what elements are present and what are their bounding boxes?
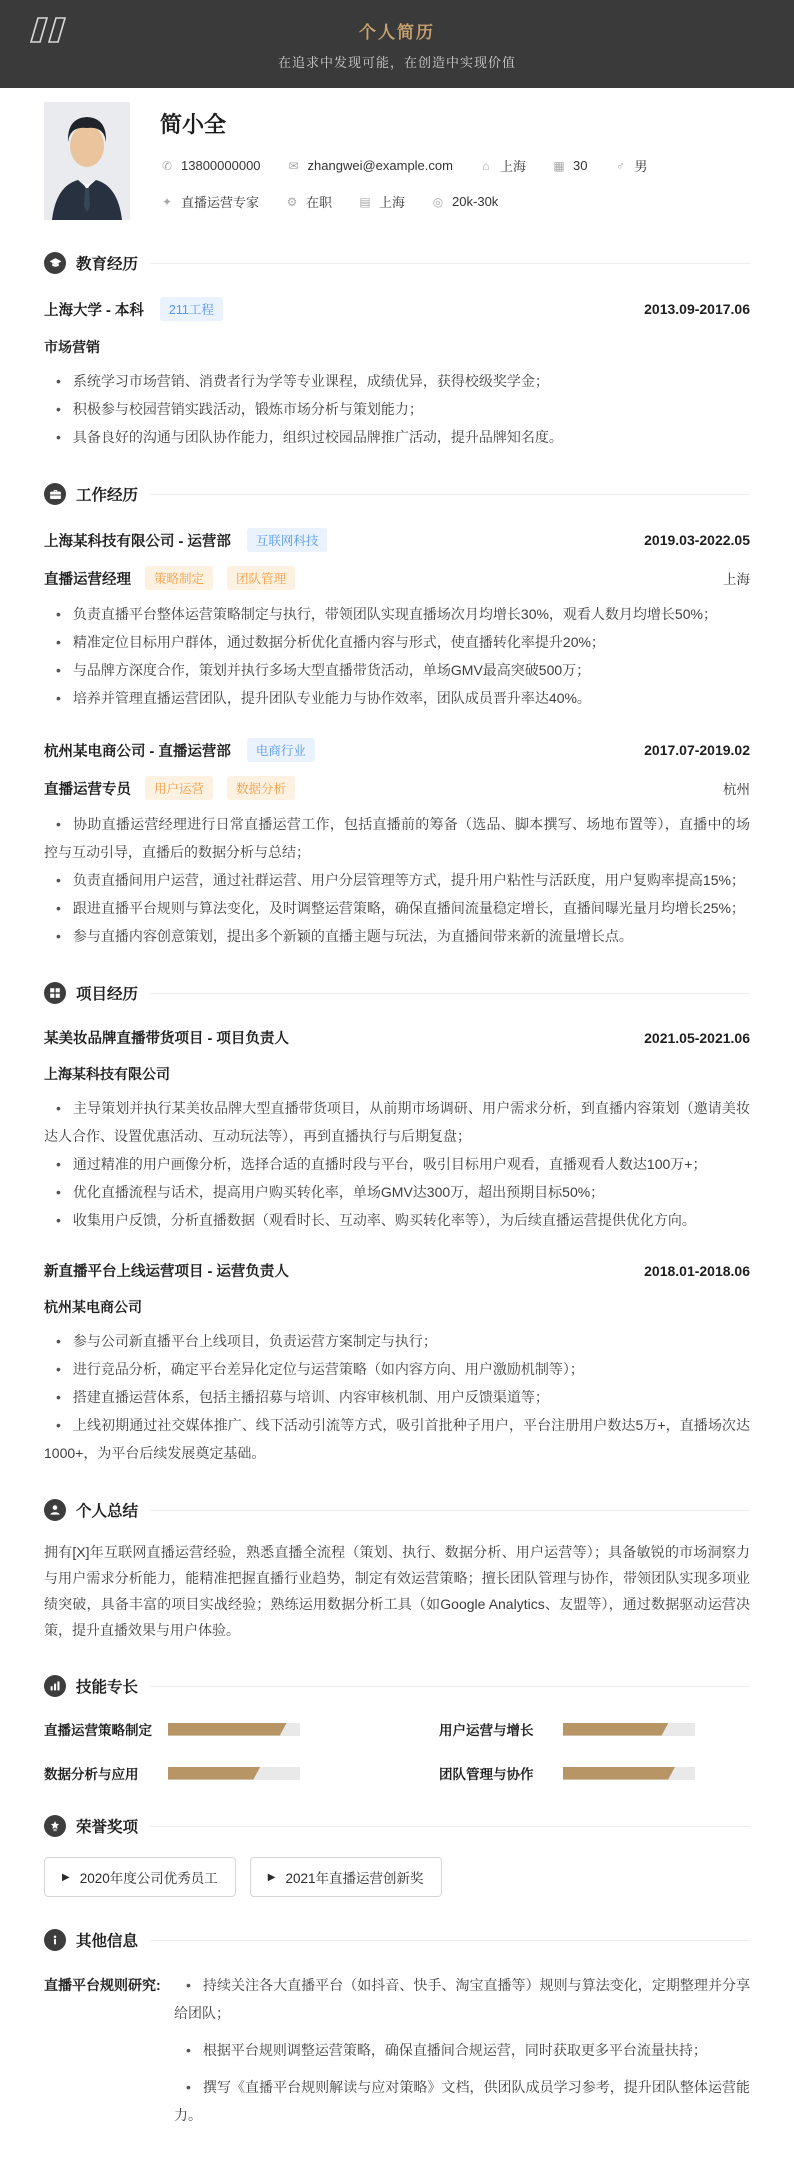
skills-heading: 技能专长 <box>76 1679 139 1696</box>
award-label: 2021年直播运营创新奖 <box>285 1871 424 1886</box>
projects-section <box>44 982 750 1467</box>
page-subtitle: 在追求中发现可能，在创造中实现价值 <box>277 54 516 70</box>
skill-label: 数据分析与应用 <box>44 1767 139 1782</box>
section-rule <box>150 1686 750 1687</box>
major: 市场营销 <box>44 339 100 355</box>
person-icon <box>44 1499 66 1521</box>
resume-body <box>0 102 794 2164</box>
skill-bar <box>168 1767 300 1780</box>
list-item: • 参与直播内容创意策划，提出多个新颖的直播主题与玩法，为直播间带来新的流量增长点。 <box>56 928 633 944</box>
education-heading: 教育经历 <box>76 256 139 273</box>
contact-row-2 <box>160 192 673 211</box>
phone-value: 13800000000 <box>181 158 261 173</box>
skill-bar <box>563 1767 695 1780</box>
other-topic-label: 直播平台规则研究: <box>44 1977 161 1993</box>
city-icon: ▤ <box>359 194 371 209</box>
list-item: • 积极参与校园营销实践活动，锻炼市场分析与策划能力； <box>56 401 423 417</box>
grid-icon <box>44 982 66 1004</box>
job-title-value: 直播运营专家 <box>181 195 260 210</box>
age-icon: ▦ <box>553 158 565 173</box>
section-rule <box>150 1940 750 1941</box>
email-item <box>287 158 453 173</box>
skill-label: 团队管理与协作 <box>439 1767 534 1782</box>
list-item: • 收集用户反馈，分析直播数据（观看时长、互动率、购买转化率等），为后续直播运营提供优化方向。 <box>56 1212 696 1228</box>
other-info-section <box>44 1929 750 2138</box>
project-entry <box>44 1260 750 1467</box>
profile-section <box>44 102 750 220</box>
page-header <box>0 0 794 88</box>
medal-icon <box>44 1815 66 1837</box>
section-rule <box>150 993 750 994</box>
phone-icon: ✆ <box>161 158 173 173</box>
summary-text: 拥有[X]年互联网直播运营经验，熟悉直播全流程（策划、执行、数据分析、用户运营等）；具备敏锐的市场洞察力与用户需求分析能力，能精准把握直播行业趋势，制定有效运营策略；擅长团队管理与协作，带领团队实现多项业绩突破，具备丰富的项目实战经验；熟练运用数据分析工具（如Google Analytics、友盟等），通过数据驱动运营决策，提升直播效果与用户体验。 <box>44 1544 750 1638</box>
list-item: • 负责直播间用户运营，通过社群运营、用户分层管理等方式，提升用户粘性与活跃度，用户复购率提高15%； <box>56 872 745 888</box>
list-item: • 持续关注各大直播平台（如抖音、快手、淘宝直播等）规则与算法变化，定期整理并分享给团队； <box>174 1977 750 2021</box>
skills-section <box>44 1675 750 1783</box>
work-section <box>44 483 750 950</box>
list-item: • 跟进直播平台规则与算法变化，及时调整运营策略，确保直播间流量稳定增长，直播间曝光量月均增长25%； <box>56 900 745 916</box>
education-section <box>44 252 750 451</box>
job-role: 直播运营经理 <box>44 571 131 588</box>
job-date: 2019.03-2022.05 <box>644 532 750 548</box>
industry-tag: 电商行业 <box>247 738 315 762</box>
list-item: • 上线初期通过社交媒体推广、线下活动引流等方式，吸引首批种子用户，平台注册用户数达5万+，直播场次达1000+，为平台后续发展奠定基础。 <box>44 1417 750 1461</box>
page-title: 个人简历 <box>359 22 435 42</box>
section-rule <box>150 263 750 264</box>
role-tag: 数据分析 <box>227 776 295 800</box>
school-name: 上海大学 - 本科 <box>44 302 144 319</box>
skill-label: 用户运营与增长 <box>439 1723 534 1738</box>
contact-row-1 <box>160 156 673 175</box>
phone-item <box>160 158 261 173</box>
home-icon: ⌂ <box>482 158 490 173</box>
company-name: 上海某科技有限公司 - 运营部 <box>44 533 231 550</box>
list-item: • 根据平台规则调整运营策略，确保直播间合规运营，同时获取更多平台流量扶持； <box>186 2042 707 2058</box>
project-title: 某美妆品牌直播带货项目 - 项目负责人 <box>44 1031 289 1047</box>
list-item: • 具备良好的沟通与团队协作能力，组织过校园品牌推广活动，提升品牌知名度。 <box>56 429 563 445</box>
info-icon <box>44 1929 66 1951</box>
list-item: • 撰写《直播平台规则解读与应对策略》文档，供团队成员学习参考，提升团队整体运营能力。 <box>174 2079 750 2123</box>
job-date: 2017.07-2019.02 <box>644 742 750 758</box>
list-item: • 培养并管理直播运营团队，提升团队专业能力与协作效率，团队成员晋升率达40%。 <box>56 690 591 706</box>
age-item <box>552 158 587 173</box>
list-item: • 负责直播平台整体运营策略制定与执行，带领团队实现直播场次月均增长30%，观看人数月均增长50%； <box>56 606 717 622</box>
email-value: zhangwei@example.com <box>307 158 453 173</box>
home-item <box>479 156 526 175</box>
candidate-name: 简小全 <box>160 112 227 137</box>
list-item: • 进行竞品分析，确定平台差异化定位与运营策略（如内容方向、用户激励机制等）； <box>56 1361 584 1377</box>
education-bullets <box>44 367 750 451</box>
skill-bar <box>563 1723 695 1736</box>
work-heading: 工作经历 <box>76 487 139 504</box>
skill-item <box>44 1763 355 1783</box>
section-rule <box>150 1510 750 1511</box>
job-entry <box>44 738 750 950</box>
company-name: 杭州某电商公司 - 直播运营部 <box>44 743 231 760</box>
list-item: • 协助直播运营经理进行日常直播运营工作，包括直播前的筹备（选品、脚本撰写、场地布置等），直播中的场控与互动引导，直播后的数据分析与总结； <box>44 816 750 860</box>
industry-tag: 互联网科技 <box>247 528 328 552</box>
gender-icon: ♂ <box>615 158 625 173</box>
role-tag: 策略制定 <box>145 566 213 590</box>
skill-bar <box>168 1723 300 1736</box>
project-company: 杭州某电商公司 <box>44 1299 142 1315</box>
salary-value: 20k-30k <box>452 194 499 209</box>
double-quote-icon <box>28 16 72 49</box>
briefcase-icon <box>44 483 66 505</box>
role-tag: 用户运营 <box>145 776 213 800</box>
summary-heading: 个人总结 <box>76 1503 139 1520</box>
email-icon: ✉ <box>288 158 299 173</box>
job-role: 直播运营专员 <box>44 781 131 798</box>
list-item: • 主导策划并执行某美妆品牌大型直播带货项目，从前期市场调研、用户需求分析，到直播内容策划（邀请美妆达人合作、设置优惠活动、互动玩法等），再到直播执行与后期复盘； <box>44 1100 750 1144</box>
school-tag: 211工程 <box>160 297 223 321</box>
skill-label: 直播运营策略制定 <box>44 1723 152 1738</box>
award-label: 2020年度公司优秀员工 <box>79 1871 218 1886</box>
section-rule <box>150 494 750 495</box>
awards-heading: 荣誉奖项 <box>76 1819 139 1836</box>
play-icon: ▶ <box>267 1871 276 1883</box>
home-value: 上海 <box>499 159 526 174</box>
job-location: 上海 <box>723 572 750 587</box>
profile-photo <box>44 102 130 220</box>
status-item <box>285 192 332 211</box>
other-heading: 其他信息 <box>76 1933 139 1950</box>
job-title-icon: ✦ <box>161 194 173 209</box>
list-item: • 通过精准的用户画像分析，选择合适的直播时段与平台，吸引目标用户观看，直播观看人数达100万+； <box>56 1156 707 1172</box>
list-item: • 参与公司新直播平台上线项目，负责运营方案制定与执行； <box>56 1333 437 1349</box>
skill-item <box>439 1763 750 1783</box>
salary-item <box>431 194 498 209</box>
skill-item <box>44 1719 355 1739</box>
projects-heading: 项目经历 <box>76 986 139 1003</box>
list-item: • 与品牌方深度合作，策划并执行多场大型直播带货活动，单场GMV最高突破500万； <box>56 662 591 678</box>
education-date: 2013.09-2017.06 <box>644 301 750 317</box>
gender-value: 男 <box>634 159 648 174</box>
section-rule <box>150 1826 750 1827</box>
role-tag: 团队管理 <box>227 566 295 590</box>
list-item: • 优化直播流程与话术，提高用户购买转化率，单场GMV达300万，超出预期目标50%； <box>56 1184 605 1200</box>
project-entry <box>44 1027 750 1234</box>
award-chip[interactable] <box>250 1857 442 1897</box>
job-title-item <box>160 192 259 211</box>
skill-item <box>439 1719 750 1739</box>
list-item: • 精准定位目标用户群体，通过数据分析优化直播内容与形式，使直播转化率提升20%； <box>56 634 605 650</box>
bar-chart-icon <box>44 1675 66 1697</box>
city-item <box>358 192 405 211</box>
age-value: 30 <box>572 158 588 173</box>
awards-section <box>44 1815 750 1897</box>
status-icon: ⚙ <box>286 194 298 209</box>
project-company: 上海某科技有限公司 <box>44 1066 170 1082</box>
gender-item <box>613 156 647 175</box>
project-date: 2018.01-2018.06 <box>644 1262 750 1279</box>
list-item: • 系统学习市场营销、消费者行为学等专业课程，成绩优异，获得校级奖学金； <box>56 373 549 389</box>
summary-section <box>44 1499 750 1643</box>
project-title: 新直播平台上线运营项目 - 运营负责人 <box>44 1264 289 1280</box>
city-value: 上海 <box>379 195 406 210</box>
salary-icon: ◎ <box>432 194 444 209</box>
job-location: 杭州 <box>723 782 750 797</box>
play-icon: ▶ <box>62 1871 70 1883</box>
list-item: • 搭建直播运营体系，包括主播招募与培训、内容审核机制、用户反馈渠道等； <box>56 1389 549 1405</box>
award-chip[interactable] <box>44 1857 236 1897</box>
project-date: 2021.05-2021.06 <box>644 1029 750 1046</box>
status-value: 在职 <box>306 195 333 210</box>
graduation-cap-icon <box>44 252 66 274</box>
job-entry <box>44 528 750 712</box>
